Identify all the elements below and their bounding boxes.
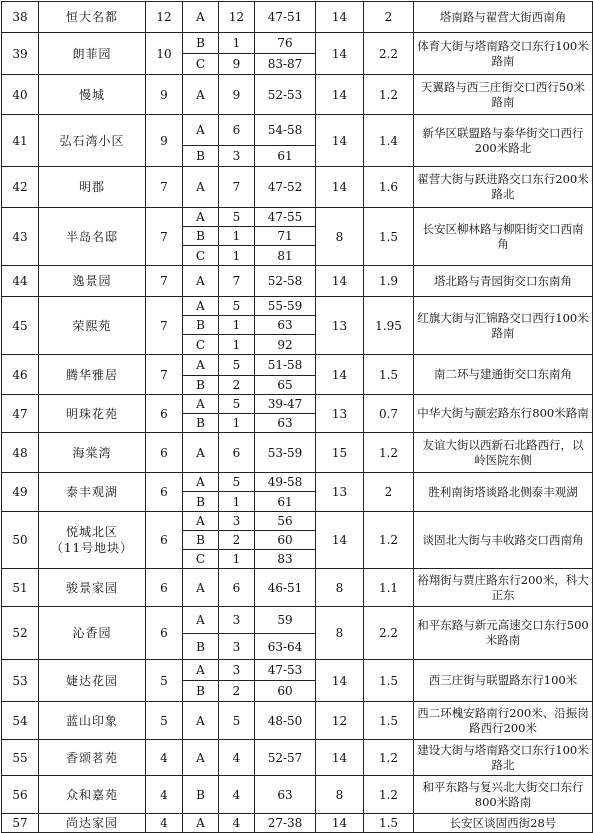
table-row (2, 740, 593, 776)
ratio-cell: 1.2 (364, 740, 414, 776)
unit-count-cell: 4 (219, 776, 255, 814)
row-number-cell: 41 (2, 115, 39, 167)
unit-area-cell: 54-58 (255, 115, 316, 146)
total-units-cell: 6 (146, 569, 183, 607)
unit-count-cell: 1 (219, 316, 255, 335)
address-cell: 塔南路与翟营大街西南角 (414, 2, 593, 33)
total-units-cell: 7 (146, 208, 183, 266)
address-cell: 谈固北大街与丰收路交口西南角 (414, 512, 593, 569)
ratio-cell: 1.2 (364, 512, 414, 569)
unit-type-cell: B (183, 492, 219, 512)
table-row (2, 297, 593, 316)
unit-area-cell: 61 (255, 492, 316, 512)
table-row (2, 433, 593, 473)
ratio-cell: 1.4 (364, 115, 414, 167)
unit-area-cell: 46-51 (255, 569, 316, 607)
ratio-cell: 2 (364, 2, 414, 33)
unit-type-cell: A (183, 512, 219, 531)
unit-type-cell: A (183, 814, 219, 833)
total-units-cell: 6 (146, 395, 183, 433)
row-number-cell: 42 (2, 167, 39, 208)
ratio-cell: 1.9 (364, 266, 414, 297)
unit-area-cell: 52-53 (255, 75, 316, 115)
table-row (2, 776, 593, 814)
unit-area-cell: 71 (255, 227, 316, 246)
unit-area-cell: 61 (255, 146, 316, 167)
unit-type-cell: B (183, 316, 219, 335)
address-cell: 友谊大街以西新石北路西行，以岭医院东侧 (414, 433, 593, 473)
total-units-cell: 9 (146, 115, 183, 167)
project-name-cell: 香颂茗苑 (39, 740, 146, 776)
project-name-cell: 沁香园 (39, 607, 146, 660)
unit-count-cell: 1 (219, 246, 255, 266)
ratio-cell: 2.2 (364, 607, 414, 660)
row-number-cell: 55 (2, 740, 39, 776)
unit-type-cell: C (183, 54, 219, 75)
ratio-cell: 1.1 (364, 569, 414, 607)
floors-cell: 8 (316, 776, 364, 814)
total-units-cell: 5 (146, 702, 183, 740)
unit-count-cell: 5 (219, 702, 255, 740)
project-name-cell: 明郡 (39, 167, 146, 208)
unit-area-cell: 47-51 (255, 2, 316, 33)
address-cell: 西二环槐安路南行200米、沿振岗路西行200米 (414, 702, 593, 740)
address-cell: 翟营大街与跃进路交口东行200米路北 (414, 167, 593, 208)
floors-cell: 14 (316, 512, 364, 569)
unit-area-cell: 63 (255, 316, 316, 335)
unit-type-cell: A (183, 740, 219, 776)
ratio-cell: 1.6 (364, 167, 414, 208)
table-row (2, 75, 593, 115)
address-cell: 南二环与建通街交口东南角 (414, 355, 593, 395)
row-number-cell: 52 (2, 607, 39, 660)
row-number-cell: 38 (2, 2, 39, 33)
unit-count-cell: 9 (219, 54, 255, 75)
unit-area-cell: 39-47 (255, 395, 316, 414)
table-row (2, 2, 593, 33)
unit-count-cell: 5 (219, 473, 255, 492)
floors-cell: 13 (316, 297, 364, 355)
project-name-cell: 半岛名邸 (39, 208, 146, 266)
ratio-cell: 1.5 (364, 208, 414, 266)
unit-count-cell: 3 (219, 634, 255, 660)
unit-area-cell: 48-50 (255, 702, 316, 740)
unit-type-cell: B (183, 414, 219, 433)
project-name-cell: 弘石湾小区 (39, 115, 146, 167)
row-number-cell: 44 (2, 266, 39, 297)
table-row (2, 266, 593, 297)
unit-type-cell: B (183, 227, 219, 246)
project-name-cell: 荣熙苑 (39, 297, 146, 355)
project-name-cell: 悦城北区 （11号地块） (39, 512, 146, 569)
total-units-cell: 7 (146, 297, 183, 355)
unit-area-cell: 59 (255, 607, 316, 634)
address-cell: 红旗大街与汇锦路交口西行100米路南 (414, 297, 593, 355)
project-name-cell: 蓝山印象 (39, 702, 146, 740)
unit-area-cell: 52-58 (255, 266, 316, 297)
floors-cell: 14 (316, 115, 364, 167)
floors-cell: 14 (316, 167, 364, 208)
unit-count-cell: 1 (219, 492, 255, 512)
project-name-cell: 腾华雅居 (39, 355, 146, 395)
table-row (2, 33, 593, 54)
project-name-cell: 泰丰观湖 (39, 473, 146, 512)
floors-cell: 14 (316, 355, 364, 395)
unit-type-cell: A (183, 569, 219, 607)
table-row (2, 167, 593, 208)
unit-count-cell: 1 (219, 550, 255, 569)
total-units-cell: 10 (146, 33, 183, 75)
unit-type-cell: A (183, 607, 219, 634)
unit-area-cell: 53-59 (255, 433, 316, 473)
unit-count-cell: 2 (219, 681, 255, 702)
floors-cell: 14 (316, 814, 364, 833)
row-number-cell: 51 (2, 569, 39, 607)
housing-table (1, 1, 593, 833)
row-number-cell: 40 (2, 75, 39, 115)
total-units-cell: 7 (146, 355, 183, 395)
unit-count-cell: 1 (219, 335, 255, 355)
row-number-cell: 39 (2, 33, 39, 75)
unit-area-cell: 63 (255, 414, 316, 433)
ratio-cell: 1.2 (364, 776, 414, 814)
address-cell: 长安区柳林路与柳阳街交口西南角 (414, 208, 593, 266)
total-units-cell: 4 (146, 776, 183, 814)
unit-area-cell: 55-59 (255, 297, 316, 316)
unit-type-cell: C (183, 246, 219, 266)
unit-type-cell: A (183, 473, 219, 492)
table-row (2, 512, 593, 531)
unit-type-cell: B (183, 33, 219, 54)
table-row (2, 660, 593, 681)
unit-area-cell: 81 (255, 246, 316, 266)
row-number-cell: 48 (2, 433, 39, 473)
ratio-cell: 1.5 (364, 702, 414, 740)
project-name-cell: 朗菲园 (39, 33, 146, 75)
row-number-cell: 45 (2, 297, 39, 355)
unit-count-cell: 9 (219, 75, 255, 115)
unit-count-cell: 4 (219, 740, 255, 776)
ratio-cell: 2 (364, 473, 414, 512)
unit-area-cell: 60 (255, 681, 316, 702)
unit-area-cell: 56 (255, 512, 316, 531)
unit-area-cell: 47-52 (255, 167, 316, 208)
unit-count-cell: 2 (219, 531, 255, 550)
unit-count-cell: 3 (219, 660, 255, 681)
floors-cell: 14 (316, 660, 364, 702)
ratio-cell: 1.2 (364, 433, 414, 473)
unit-area-cell: 63 (255, 776, 316, 814)
unit-count-cell: 3 (219, 512, 255, 531)
unit-type-cell: A (183, 208, 219, 227)
floors-cell: 8 (316, 208, 364, 266)
unit-type-cell: B (183, 681, 219, 702)
row-number-cell: 49 (2, 473, 39, 512)
unit-area-cell: 49-58 (255, 473, 316, 492)
unit-area-cell: 47-55 (255, 208, 316, 227)
total-units-cell: 6 (146, 512, 183, 569)
row-number-cell: 57 (2, 814, 39, 833)
ratio-cell: 2.2 (364, 33, 414, 75)
floors-cell: 14 (316, 740, 364, 776)
unit-area-cell: 27-38 (255, 814, 316, 833)
total-units-cell: 6 (146, 607, 183, 660)
project-name-cell: 恒大名都 (39, 2, 146, 33)
address-cell: 中华大街与颐宏路东行800米路南 (414, 395, 593, 433)
project-name-cell: 婕达花园 (39, 660, 146, 702)
unit-count-cell: 5 (219, 208, 255, 227)
unit-count-cell: 7 (219, 266, 255, 297)
ratio-cell: 1.2 (364, 75, 414, 115)
unit-area-cell: 51-58 (255, 355, 316, 376)
unit-type-cell: A (183, 266, 219, 297)
address-cell: 天翼路与西三庄街交口西行50米路南 (414, 75, 593, 115)
unit-area-cell: 47-53 (255, 660, 316, 681)
unit-type-cell: A (183, 660, 219, 681)
project-name-cell: 海棠湾 (39, 433, 146, 473)
table-row (2, 473, 593, 492)
table-row (2, 702, 593, 740)
total-units-cell: 7 (146, 167, 183, 208)
floors-cell: 8 (316, 569, 364, 607)
unit-count-cell: 7 (219, 167, 255, 208)
floors-cell: 12 (316, 702, 364, 740)
unit-count-cell: 5 (219, 395, 255, 414)
table-row (2, 355, 593, 376)
unit-count-cell: 12 (219, 2, 255, 33)
unit-type-cell: A (183, 75, 219, 115)
project-name-cell: 尚达家园 (39, 814, 146, 833)
unit-count-cell: 4 (219, 814, 255, 833)
table-row (2, 395, 593, 414)
ratio-cell: 1.5 (364, 660, 414, 702)
unit-count-cell: 6 (219, 569, 255, 607)
unit-type-cell: A (183, 115, 219, 146)
total-units-cell: 9 (146, 75, 183, 115)
row-number-cell: 56 (2, 776, 39, 814)
unit-area-cell: 76 (255, 33, 316, 54)
project-name-cell: 众和嘉苑 (39, 776, 146, 814)
unit-type-cell: B (183, 146, 219, 167)
unit-area-cell: 92 (255, 335, 316, 355)
address-cell: 体育大街与塔南路交口东行100米路南 (414, 33, 593, 75)
unit-type-cell: A (183, 2, 219, 33)
address-cell: 新华区联盟路与泰华街交口西行200米路北 (414, 115, 593, 167)
unit-count-cell: 3 (219, 607, 255, 634)
row-number-cell: 54 (2, 702, 39, 740)
address-cell: 和平东路与新元高速交口东行500米路南 (414, 607, 593, 660)
floors-cell: 13 (316, 473, 364, 512)
unit-type-cell: A (183, 297, 219, 316)
row-number-cell: 53 (2, 660, 39, 702)
unit-type-cell: A (183, 702, 219, 740)
table-row (2, 569, 593, 607)
ratio-cell: 1.5 (364, 814, 414, 833)
total-units-cell: 6 (146, 473, 183, 512)
ratio-cell: 1.95 (364, 297, 414, 355)
floors-cell: 14 (316, 266, 364, 297)
unit-type-cell: B (183, 634, 219, 660)
ratio-cell: 1.5 (364, 355, 414, 395)
table-row (2, 115, 593, 146)
unit-type-cell: A (183, 355, 219, 376)
table-row (2, 607, 593, 634)
unit-count-cell: 3 (219, 146, 255, 167)
unit-count-cell: 1 (219, 414, 255, 433)
unit-type-cell: B (183, 531, 219, 550)
unit-count-cell: 5 (219, 297, 255, 316)
table-body (2, 2, 593, 833)
unit-type-cell: C (183, 335, 219, 355)
total-units-cell: 7 (146, 266, 183, 297)
unit-area-cell: 65 (255, 376, 316, 395)
project-name-cell: 骏景家园 (39, 569, 146, 607)
row-number-cell: 47 (2, 395, 39, 433)
row-number-cell: 50 (2, 512, 39, 569)
total-units-cell: 12 (146, 2, 183, 33)
address-cell: 西三庄街与联盟路东行100米 (414, 660, 593, 702)
address-cell: 长安区谈固西街28号 (414, 814, 593, 833)
floors-cell: 14 (316, 33, 364, 75)
unit-count-cell: 1 (219, 33, 255, 54)
unit-type-cell: A (183, 433, 219, 473)
project-name-cell: 明珠花苑 (39, 395, 146, 433)
unit-type-cell: A (183, 167, 219, 208)
total-units-cell: 5 (146, 660, 183, 702)
row-number-cell: 43 (2, 208, 39, 266)
floors-cell: 14 (316, 75, 364, 115)
unit-area-cell: 83 (255, 550, 316, 569)
unit-count-cell: 5 (219, 355, 255, 376)
floors-cell: 13 (316, 395, 364, 433)
ratio-cell: 0.7 (364, 395, 414, 433)
unit-type-cell: C (183, 550, 219, 569)
address-cell: 裕翔街与贾庄路东行200米，科大正东 (414, 569, 593, 607)
floors-cell: 8 (316, 607, 364, 660)
unit-type-cell: B (183, 376, 219, 395)
address-cell: 塔北路与青园街交口东南角 (414, 266, 593, 297)
floors-cell: 15 (316, 433, 364, 473)
unit-count-cell: 1 (219, 227, 255, 246)
unit-type-cell: A (183, 395, 219, 414)
unit-area-cell: 63-64 (255, 634, 316, 660)
address-cell: 建设大街与塔南路交口东行100米路北 (414, 740, 593, 776)
address-cell: 胜利南街塔谈路北侧泰丰观湖 (414, 473, 593, 512)
unit-count-cell: 6 (219, 115, 255, 146)
table-row (2, 208, 593, 227)
unit-type-cell: B (183, 776, 219, 814)
total-units-cell: 6 (146, 433, 183, 473)
floors-cell: 14 (316, 2, 364, 33)
total-units-cell: 4 (146, 740, 183, 776)
project-name-cell: 逸景园 (39, 266, 146, 297)
unit-area-cell: 52-57 (255, 740, 316, 776)
row-number-cell: 46 (2, 355, 39, 395)
unit-area-cell: 60 (255, 531, 316, 550)
unit-area-cell: 83-87 (255, 54, 316, 75)
project-name-cell: 慢城 (39, 75, 146, 115)
unit-count-cell: 2 (219, 376, 255, 395)
unit-count-cell: 6 (219, 433, 255, 473)
address-cell: 和平东路与复兴北大街交口东行800米路南 (414, 776, 593, 814)
total-units-cell: 4 (146, 814, 183, 833)
